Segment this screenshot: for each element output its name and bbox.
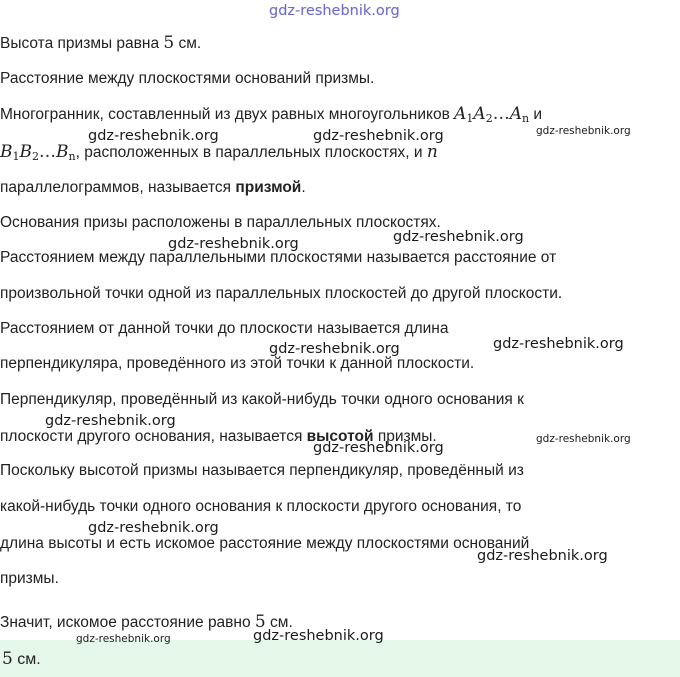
watermark: gdz-reshebnik.org	[536, 125, 631, 137]
answer-box	[0, 640, 680, 677]
watermark: gdz-reshebnik.org	[536, 433, 631, 445]
watermark: gdz-reshebnik.org	[313, 440, 444, 456]
watermark: gdz-reshebnik.org	[168, 236, 299, 252]
watermark: gdz-reshebnik.org	[477, 548, 608, 564]
question-restatement: Расстояние между плоскостями оснований призмы.	[0, 70, 375, 87]
prism-definition-line-2: $B_1B_2\dots B_n$, расположенных в параллельных плоскостях, и n	[0, 142, 438, 163]
height-def-line-1: Перпендикуляр, проведённый из какой-нибудь точки одного основания к	[0, 391, 524, 408]
plane-distance-def-line-1: Расстоянием между параллельными плоскостями называется расстояние от	[0, 249, 557, 266]
watermark: gdz-reshebnik.org	[269, 341, 400, 357]
watermark: gdz-reshebnik.org	[253, 628, 384, 644]
watermark-top: gdz-reshebnik.org	[269, 3, 400, 19]
watermark: gdz-reshebnik.org	[76, 633, 171, 645]
prism-definition-line-1: Многогранник, составленный из двух равных многоугольников $A_1A_2\dots A_n$ и	[0, 104, 543, 125]
watermark: gdz-reshebnik.org	[493, 336, 624, 352]
watermark: gdz-reshebnik.org	[313, 128, 444, 144]
reasoning-line-2: какой-нибудь точки одного основания к плоскости другого основания, то	[0, 498, 522, 515]
reasoning-line-1: Поскольку высотой призмы называется перпендикуляр, проведённый из	[0, 462, 524, 479]
term-height: высотой	[306, 428, 374, 445]
reasoning-line-4: призмы.	[0, 570, 59, 587]
reasoning-line-3: длина высоты и есть искомое расстояние между плоскостями оснований	[0, 535, 530, 552]
watermark: gdz-reshebnik.org	[45, 413, 176, 429]
term-prism: призмой	[235, 179, 302, 196]
watermark: gdz-reshebnik.org	[88, 128, 219, 144]
prism-definition-line-3: параллелограммов, называется призмой.	[0, 179, 306, 196]
watermark: gdz-reshebnik.org	[393, 229, 524, 245]
point-distance-def-line-2: перпендикуляра, проведённого из этой точки к данной плоскости.	[0, 355, 475, 372]
answer-text: 5 см.	[2, 649, 41, 669]
bases-parallel-statement: Основания призы расположены в параллельных плоскостях.	[0, 214, 441, 231]
plane-distance-def-line-2: произвольной точки одной из параллельных плоскостей до другой плоскости.	[0, 285, 563, 302]
height-statement: Высота призмы равна 5 см.	[0, 33, 202, 53]
point-distance-def-line-1: Расстоянием от данной точки до плоскости называется длина	[0, 320, 449, 337]
height-def-line-2: плоскости другого основания, называется высотой призмы.	[0, 428, 437, 445]
watermark: gdz-reshebnik.org	[88, 520, 219, 536]
conclusion: Значит, искомое расстояние равно 5 см.	[0, 612, 293, 632]
